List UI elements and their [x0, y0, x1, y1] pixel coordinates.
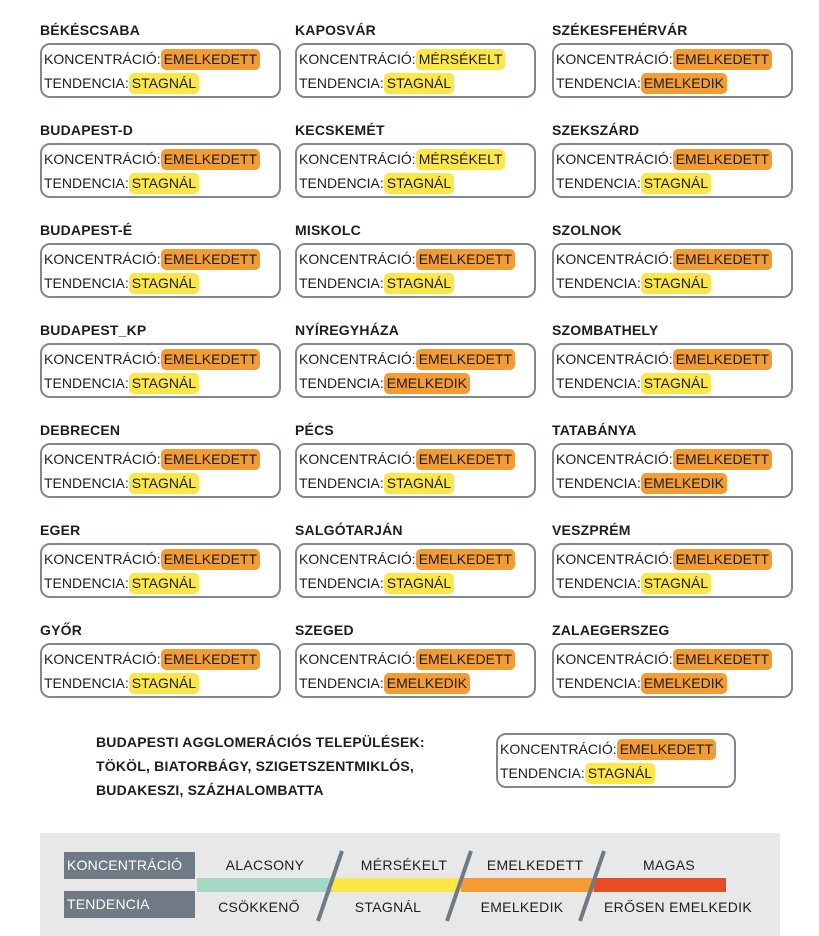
status-box [552, 43, 793, 98]
trend-row [44, 173, 199, 194]
legend-konc-elevated: EMELKEDETT [486, 857, 584, 873]
concentration-row [44, 649, 260, 670]
trend-label: TENDENCIA: [299, 475, 384, 491]
concentration-badge: EMELKEDETT [161, 549, 260, 570]
trend-label: TENDENCIA: [299, 175, 384, 191]
concentration-label: KONCENTRÁCIÓ: [44, 151, 161, 167]
concentration-row [44, 49, 260, 70]
legend-concentration-label: KONCENTRÁCIÓ [64, 852, 195, 879]
trend-label: TENDENCIA: [556, 275, 641, 291]
legend-trend-decreasing: CSÖKKENŐ [218, 899, 300, 915]
trend-badge: STAGNÁL [129, 173, 199, 194]
station-name: SZOMBATHELY [552, 322, 659, 338]
status-box [552, 243, 793, 298]
legend-konc-high: MAGAS [642, 857, 696, 873]
concentration-label: KONCENTRÁCIÓ: [44, 651, 161, 667]
trend-row [44, 73, 199, 94]
station-name: BÉKÉSCSABA [40, 22, 141, 38]
concentration-row [556, 349, 772, 370]
trend-label: TENDENCIA: [44, 75, 129, 91]
trend-row [299, 373, 470, 394]
trend-label: TENDENCIA: [44, 375, 129, 391]
concentration-row [556, 449, 772, 470]
concentration-badge: EMELKEDETT [673, 249, 772, 270]
concentration-badge: EMELKEDETT [416, 349, 515, 370]
concentration-row [556, 149, 772, 170]
station-name: BUDAPEST-D [40, 122, 134, 138]
station-name: SZÉKESFEHÉRVÁR [552, 22, 688, 38]
trend-row [299, 573, 454, 594]
status-box [40, 143, 281, 198]
trend-row [556, 73, 727, 94]
trend-badge: STAGNÁL [384, 173, 454, 194]
trend-label: TENDENCIA: [556, 375, 641, 391]
station-name: BUDAPEST_KP [40, 322, 147, 338]
trend-label: TENDENCIA: [556, 475, 641, 491]
trend-badge: STAGNÁL [641, 373, 711, 394]
concentration-label: KONCENTRÁCIÓ: [556, 151, 673, 167]
concentration-label: KONCENTRÁCIÓ: [556, 551, 673, 567]
status-box [295, 443, 536, 498]
concentration-row [44, 449, 260, 470]
station-name: MISKOLC [295, 222, 361, 238]
status-box [552, 143, 793, 198]
concentration-badge: EMELKEDETT [673, 149, 772, 170]
status-box [295, 643, 536, 698]
station-name: PÉCS [295, 422, 334, 438]
trend-badge: STAGNÁL [641, 273, 711, 294]
concentration-label: KONCENTRÁCIÓ: [44, 51, 161, 67]
status-box [295, 43, 536, 98]
concentration-row [556, 249, 772, 270]
station-name: SZEGED [295, 622, 354, 638]
trend-badge: STAGNÁL [384, 473, 454, 494]
concentration-badge: EMELKEDETT [416, 449, 515, 470]
station-name: VESZPRÉM [552, 522, 631, 538]
trend-label: TENDENCIA: [299, 375, 384, 391]
concentration-badge: MÉRSÉKELT [416, 149, 506, 170]
legend-konc-low: ALACSONY [225, 857, 305, 873]
trend-badge: STAGNÁL [129, 373, 199, 394]
station-name: SALGÓTARJÁN [295, 522, 403, 538]
concentration-label: KONCENTRÁCIÓ: [299, 451, 416, 467]
status-box [40, 443, 281, 498]
trend-badge: EMELKEDIK [641, 473, 727, 494]
trend-row [44, 673, 199, 694]
trend-label: TENDENCIA: [44, 475, 129, 491]
status-box [552, 643, 793, 698]
trend-row [299, 173, 454, 194]
trend-label: TENDENCIA: [556, 575, 641, 591]
trend-label: TENDENCIA: [299, 575, 384, 591]
concentration-badge: EMELKEDETT [161, 349, 260, 370]
trend-row [44, 473, 199, 494]
concentration-label: KONCENTRÁCIÓ: [44, 551, 161, 567]
concentration-label: KONCENTRÁCIÓ: [299, 51, 416, 67]
agglomeration-caption [96, 730, 476, 802]
status-box [295, 243, 536, 298]
station-name: SZOLNOK [552, 222, 622, 238]
status-box [295, 343, 536, 398]
concentration-row [556, 549, 772, 570]
status-box [496, 733, 736, 788]
station-name: NYÍREGYHÁZA [295, 322, 400, 338]
status-box [552, 343, 793, 398]
concentration-badge: EMELKEDETT [161, 249, 260, 270]
station-name: KAPOSVÁR [295, 22, 376, 38]
legend-separator [318, 851, 342, 921]
trend-badge: STAGNÁL [641, 173, 711, 194]
concentration-badge: EMELKEDETT [161, 449, 260, 470]
station-name: BUDAPEST-É [40, 222, 133, 238]
trend-label: TENDENCIA: [44, 175, 129, 191]
agglomeration-line-3: BUDAKESZI, SZÁZHALOMBATTA [96, 782, 324, 798]
trend-row [556, 573, 711, 594]
concentration-label: KONCENTRÁCIÓ: [44, 351, 161, 367]
station-name: SZEKSZÁRD [552, 122, 640, 138]
concentration-label: KONCENTRÁCIÓ: [500, 741, 617, 757]
concentration-badge: MÉRSÉKELT [416, 49, 506, 70]
trend-badge: EMELKEDIK [641, 73, 727, 94]
trend-row [299, 273, 454, 294]
station-name: TATABÁNYA [552, 422, 637, 438]
concentration-badge: EMELKEDETT [673, 49, 772, 70]
trend-row [556, 273, 711, 294]
trend-row [299, 473, 454, 494]
legend-separator [580, 851, 604, 921]
concentration-row [44, 149, 260, 170]
legend-konc-moderate: MÉRSÉKELT [360, 857, 448, 873]
concentration-label: KONCENTRÁCIÓ: [299, 651, 416, 667]
trend-label: TENDENCIA: [299, 75, 384, 91]
trend-badge: STAGNÁL [129, 573, 199, 594]
station-name: DEBRECEN [40, 422, 121, 438]
concentration-badge: EMELKEDETT [161, 149, 260, 170]
concentration-row [299, 49, 505, 70]
trend-badge: EMELKEDIK [384, 373, 470, 394]
concentration-row [556, 49, 772, 70]
concentration-label: KONCENTRÁCIÓ: [44, 451, 161, 467]
concentration-badge: EMELKEDETT [673, 549, 772, 570]
legend-trend-stagnating: STAGNÁL [354, 899, 422, 915]
station-name: KECSKEMÉT [295, 122, 385, 138]
trend-label: TENDENCIA: [556, 675, 641, 691]
trend-row [500, 763, 655, 784]
trend-row [556, 173, 711, 194]
concentration-label: KONCENTRÁCIÓ: [299, 251, 416, 267]
trend-label: TENDENCIA: [556, 175, 641, 191]
trend-row [299, 673, 470, 694]
trend-badge: STAGNÁL [129, 73, 199, 94]
legend-trend-increasing: EMELKEDIK [480, 899, 564, 915]
concentration-row [299, 349, 515, 370]
status-box [40, 343, 281, 398]
status-box [40, 243, 281, 298]
trend-label: TENDENCIA: [556, 75, 641, 91]
trend-badge: STAGNÁL [641, 573, 711, 594]
trend-badge: STAGNÁL [129, 473, 199, 494]
trend-row [556, 473, 727, 494]
trend-row [44, 373, 199, 394]
station-name: GYŐR [40, 622, 83, 638]
trend-row [44, 273, 199, 294]
legend-panel [40, 833, 780, 936]
concentration-label: KONCENTRÁCIÓ: [556, 651, 673, 667]
concentration-row [299, 149, 505, 170]
trend-badge: STAGNÁL [585, 763, 655, 784]
concentration-row [44, 349, 260, 370]
concentration-label: KONCENTRÁCIÓ: [556, 51, 673, 67]
trend-badge: STAGNÁL [129, 273, 199, 294]
concentration-label: KONCENTRÁCIÓ: [299, 551, 416, 567]
legend-trend-strongly-increasing: ERŐSEN EMELKEDIK [604, 899, 752, 915]
legend-separator [447, 851, 471, 921]
legend-trend-label: TENDENCIA [64, 891, 195, 918]
concentration-badge: EMELKEDETT [416, 549, 515, 570]
concentration-label: KONCENTRÁCIÓ: [299, 351, 416, 367]
concentration-badge: EMELKEDETT [673, 649, 772, 670]
concentration-badge: EMELKEDETT [161, 49, 260, 70]
concentration-row [299, 249, 515, 270]
status-box [295, 543, 536, 598]
concentration-badge: EMELKEDETT [673, 449, 772, 470]
trend-label: TENDENCIA: [500, 765, 585, 781]
concentration-label: KONCENTRÁCIÓ: [44, 251, 161, 267]
trend-row [299, 73, 454, 94]
station-name: ZALAEGERSZEG [552, 622, 670, 638]
trend-label: TENDENCIA: [299, 675, 384, 691]
concentration-row [44, 549, 260, 570]
concentration-label: KONCENTRÁCIÓ: [299, 151, 416, 167]
status-box [40, 543, 281, 598]
trend-badge: STAGNÁL [384, 573, 454, 594]
trend-row [556, 673, 727, 694]
station-name: EGER [40, 522, 81, 538]
concentration-badge: EMELKEDETT [161, 649, 260, 670]
concentration-label: KONCENTRÁCIÓ: [556, 451, 673, 467]
concentration-badge: EMELKEDETT [416, 649, 515, 670]
concentration-row [299, 449, 515, 470]
concentration-label: KONCENTRÁCIÓ: [556, 251, 673, 267]
legend-separators [40, 833, 780, 936]
agglomeration-line-2: TÖKÖL, BIATORBÁGY, SZIGETSZENTMIKLÓS, [96, 758, 414, 774]
status-box [295, 143, 536, 198]
trend-badge: EMELKEDIK [641, 673, 727, 694]
status-box [40, 43, 281, 98]
status-box [40, 643, 281, 698]
concentration-row [44, 249, 260, 270]
concentration-badge: EMELKEDETT [416, 249, 515, 270]
trend-label: TENDENCIA: [299, 275, 384, 291]
trend-badge: STAGNÁL [384, 273, 454, 294]
concentration-row [299, 549, 515, 570]
status-box [552, 543, 793, 598]
trend-row [44, 573, 199, 594]
trend-badge: STAGNÁL [129, 673, 199, 694]
concentration-label: KONCENTRÁCIÓ: [556, 351, 673, 367]
trend-badge: EMELKEDIK [384, 673, 470, 694]
trend-label: TENDENCIA: [44, 575, 129, 591]
trend-label: TENDENCIA: [44, 275, 129, 291]
concentration-badge: EMELKEDETT [617, 739, 716, 760]
concentration-row [299, 649, 515, 670]
trend-badge: STAGNÁL [384, 73, 454, 94]
concentration-badge: EMELKEDETT [673, 349, 772, 370]
concentration-row [556, 649, 772, 670]
status-box [552, 443, 793, 498]
concentration-row [500, 739, 716, 760]
trend-row [556, 373, 711, 394]
trend-label: TENDENCIA: [44, 675, 129, 691]
agglomeration-line-1: BUDAPESTI AGGLOMERÁCIÓS TELEPÜLÉSEK: [96, 734, 425, 750]
